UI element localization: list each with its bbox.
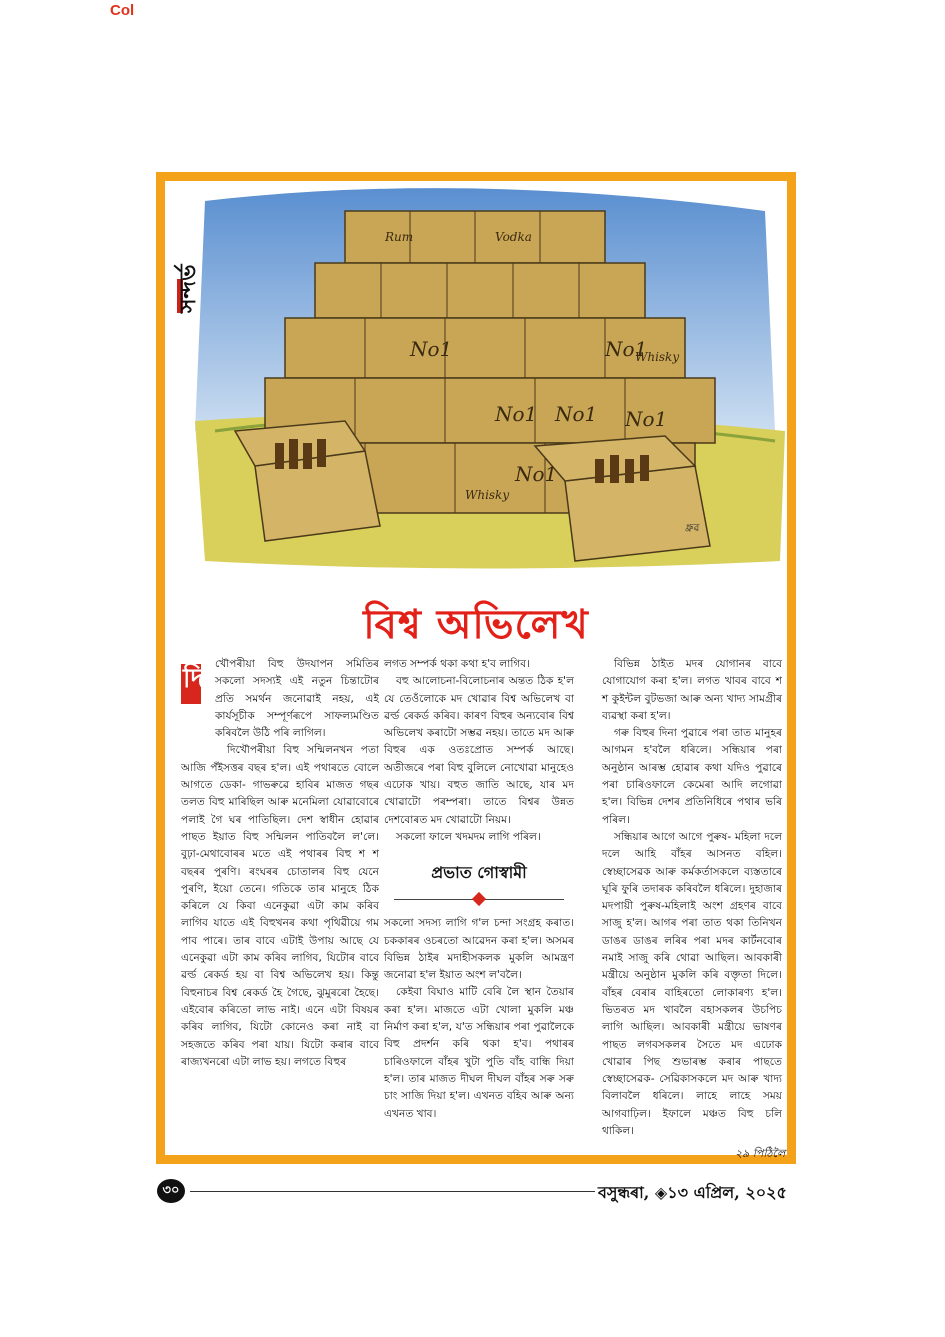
illustrator-signature: ধ্রুৱ [685, 523, 700, 534]
box-label: Vodka [495, 230, 532, 244]
footer-publication-date: বসুন্ধৰা, ◈১৩ এপ্ৰিল, ২০২৫ [598, 1183, 787, 1202]
section-label [171, 195, 201, 315]
paragraph: লগত সম্পৰ্ক থকা কথা হ'ব লাগিব। [384, 658, 530, 670]
drop-cap: দি [181, 656, 211, 748]
article-column-1 [181, 656, 379, 1071]
paragraph: কেইবা বিঘাও মাটি বেৰি লৈ স্থান তৈয়াৰ কৰা হ'ল। মাজতে এটা খোলা মুকলি মঞ্চ নিৰ্মাণ কৰা হ'ল, য'ত সন্ধিয়াৰ পৰা পুৱালৈকে বিহু প্ৰদৰ্শন কৰি থকা হ'ব। পথাৰৰ চাৰিওফালে বাঁহৰ খুটা পুতি বাঁহ বান্ধি দিয়া হ'ল। তাৰ মাজত দীঘল দীঘল বাঁহৰ সৰু সৰু চাং সাজি দিয়া হ'ল। এখনত বহিব আৰু অন্য এখনত খাব। [384, 986, 574, 1120]
box-label: No1 [605, 337, 648, 361]
article-column-2 [384, 656, 574, 1123]
box-label: Rum [385, 230, 414, 244]
paragraph: বিভিন্ন ঠাইত মদৰ যোগানৰ বাবে যোগাযোগ কৰা হ'ল। লগত খাবৰ বাবে শ শ কুইন্টল বুটভজা আৰু অন্য খাদ্য সামগ্ৰীৰ ব্যৱস্থা কৰা হ'ল। [602, 658, 782, 722]
box-label: No1 [515, 462, 558, 486]
author-name: প্ৰভাত গোস্বামী [431, 863, 527, 883]
article-frame [156, 172, 796, 1164]
article-column-3 [602, 656, 782, 1140]
paragraph: সন্ধিয়াৰ আগে আগে পুৰুষ- মহিলা দলে দলে আহি বাঁহৰ আসনত বহিল। স্বেচ্ছাসেৱক আৰু কৰ্মকৰ্তাসকলে ব্যস্ততাৰে ঘূৰি ফুৰি তদাৰক কৰিবলৈ ধৰিলে। দুহাজাৰ মদপায়ী পুৰুষ-মহিলাই অংশ গ্ৰহণৰ বাবে সাজু হ'ল। আগৰ পৰা তাত থকা তিনিখন ডাঙৰ ডাঙৰ লৰিৰ পৰা মদৰ কাৰ্টনবোৰ নমাই সাজু কৰি থোৱা আছিল। আবকাৰী মন্ত্ৰীয়ে অনুষ্ঠান মুকলি কৰি বক্তৃতা দিলে। বাঁহৰ বেৰাৰ বাহিৰতো লোকাৰণ্য হ'ল। ভিতৰত মদ খাবলৈ বহাসকলৰ উচপিচ লাগি আছিল। আবকাৰী মন্ত্ৰীয়ে ভাষণৰ পাছত লগবসকলৰ সৈতে মদ এঢোক খোৱাৰ পিছ শুভাৰম্ভ কৰাৰ পাছতে স্বেচ্ছাসেৱক- সেৱিকাসকলে মদ আৰু খাদ্য বিলাবলৈ ধৰিলে। লাহে লাহে সময় আগবাঢ়িল। ইফালে মঞ্চত বিহু চলি থাকিল। [602, 830, 782, 1138]
page-number: ৩০ [157, 1179, 185, 1203]
box-label: No1 [555, 402, 598, 426]
box-label: No1 [495, 402, 538, 426]
box-label: No1 [625, 407, 668, 431]
author-byline [384, 860, 574, 907]
article-headline: বিশ্ব অভিলেখ [363, 602, 589, 648]
paragraph: গৰু বিহুৰ দিনা পুৱাৰে পৰা তাত মানুহৰ আগমন হ'বলৈ ধৰিলে। সন্ধিয়াৰ পৰা অনুষ্ঠান আৰম্ভ হোৱাৰ কথা যদিও পুৱাৰে পৰা চাৰিওফালে কেমেৰা আদি লগোৱা হ'ল। বিভিন্ন দেশৰ প্ৰতিনিধিৰে পথাৰ ভৰি পৰিল। [602, 727, 782, 826]
paragraph: দিখৌপৰীয়া বিহু সন্মিলনখন পতা আজি পঁইসত্তৰ বছৰ হ'ল। এই পথাৰতে বোলে আগতে ডেকা- গাভৰুৱে হাবিৰ মাজত গছৰ তলত বিহু মাৰিছিল আৰু মনেমিলা যোৱাবোৰে পলাই গৈ ঘৰ পাতিছিল। দেশ স্বাধীন হোৱাৰ পাছত ইয়াত বিহু সন্মিলন পাতিবলৈ ল'লে। বুঢ়া-মেথাবোৰৰ মতে এই পথাৰৰ বিহু শ শ বছৰৰ পুৰণি। ৰংঘৰৰ চোতালৰ বিহু যেনে পুৰণি, ইয়ো তেনে। গতিকে তাৰ মানুহে ঠিক কৰিলে যে কিবা এনেকুৱা এটা কাম কৰিব লাগিব যাতে এই বিহুখনৰ কথা পৃথিৱীয়ে গম পাব পাৰে। তাৰ বাবে এটাই উপায় আছে যে এনেকুৱা এটা কাম কৰিব লাগিব, যিটোৰ বাবে ৱৰ্ল্ড ৰেকৰ্ড হয় বা বিশ্ব অভিলেখ হয়। কিন্তু বিহুনাচৰ বিশ্ব ৰেকৰ্ড হৈ গৈছে, ঝুমুৰৰো হৈছে। এইবোৰ কৰিতো লাভ নাই। এনে এটা বিষয়ৰ কৰিব লাগিব, যিটো কোনেও কৰা নাই বা সহজতে কৰিব পৰা যায়। যিটো কৰাৰ বাবে ৰাজ্যখনৰো এটা লাভ হয়। লগতে বিহুৰ [181, 744, 379, 1068]
paragraph: খৌপৰীয়া বিহু উদযাপন সমিতিৰ সকলো সদস্যই এই নতুন চিন্তাটোৰ প্ৰতি সমৰ্থন জনোৱাই নহয়, এই কাৰ্যসূচীক সম্পূৰ্ণৰূপে সাফল্যমণ্ডিত কৰিবলৈ উঠি পৰি লাগিল। [215, 658, 379, 740]
section-label-text: সন্দৰ্ভ [176, 264, 201, 313]
box-label: Whisky [465, 488, 510, 502]
paragraph: সকলো সদস্য লাগি গ'ল চন্দা সংগ্ৰহ কৰাত। চককাৰৰ ওচৰতো আৱেদন কৰা হ'ল। অসমৰ বিভিন্ন ঠাইৰ মদাহীসকলক মুকলি আমন্ত্ৰণ জনোৱা হ'ল ইয়াত অংশ ল'বলৈ। [384, 917, 574, 982]
box-label: Whisky [635, 350, 680, 364]
box-label: No1 [410, 337, 453, 361]
byline-divider [394, 893, 564, 907]
liquor-boxes-illustration [165, 181, 787, 591]
paragraph: সকলো ফালে খদমদম লাগি পৰিল। [396, 830, 541, 843]
footer-rule [190, 1191, 595, 1192]
continued-note: ২৯ পিঠিলৈ [735, 1147, 786, 1160]
paragraph: বহু আলোচনা-বিলোচনাৰ অন্তত ঠিক হ'ল যে তেওঁলোকে মদ খোৱাৰ বিশ্ব অভিলেখ বা ৱৰ্ল্ড ৰেকৰ্ড কৰিব। কাৰণ বিহুৰ অন্যবোৰ বিশ্ব অভিলেখ কৰাটো সম্ভৱ নহয়। তাতে মদ আৰু বিহুৰ এক ওতঃপ্ৰোত সম্পৰ্ক আছে। অতীজৰে পৰা বিহু বুলিলে নোখোৱা মানুহেও এঢোক খায়। বহুত জাতি আছে, যাৰ মদ খোৱাটো পৰম্পৰা। তাতে বিশ্বৰ উন্নত দেশবোৰত মদ খোৱাটো নিয়ম। [384, 675, 574, 826]
page-color-tag: Col [110, 2, 135, 19]
